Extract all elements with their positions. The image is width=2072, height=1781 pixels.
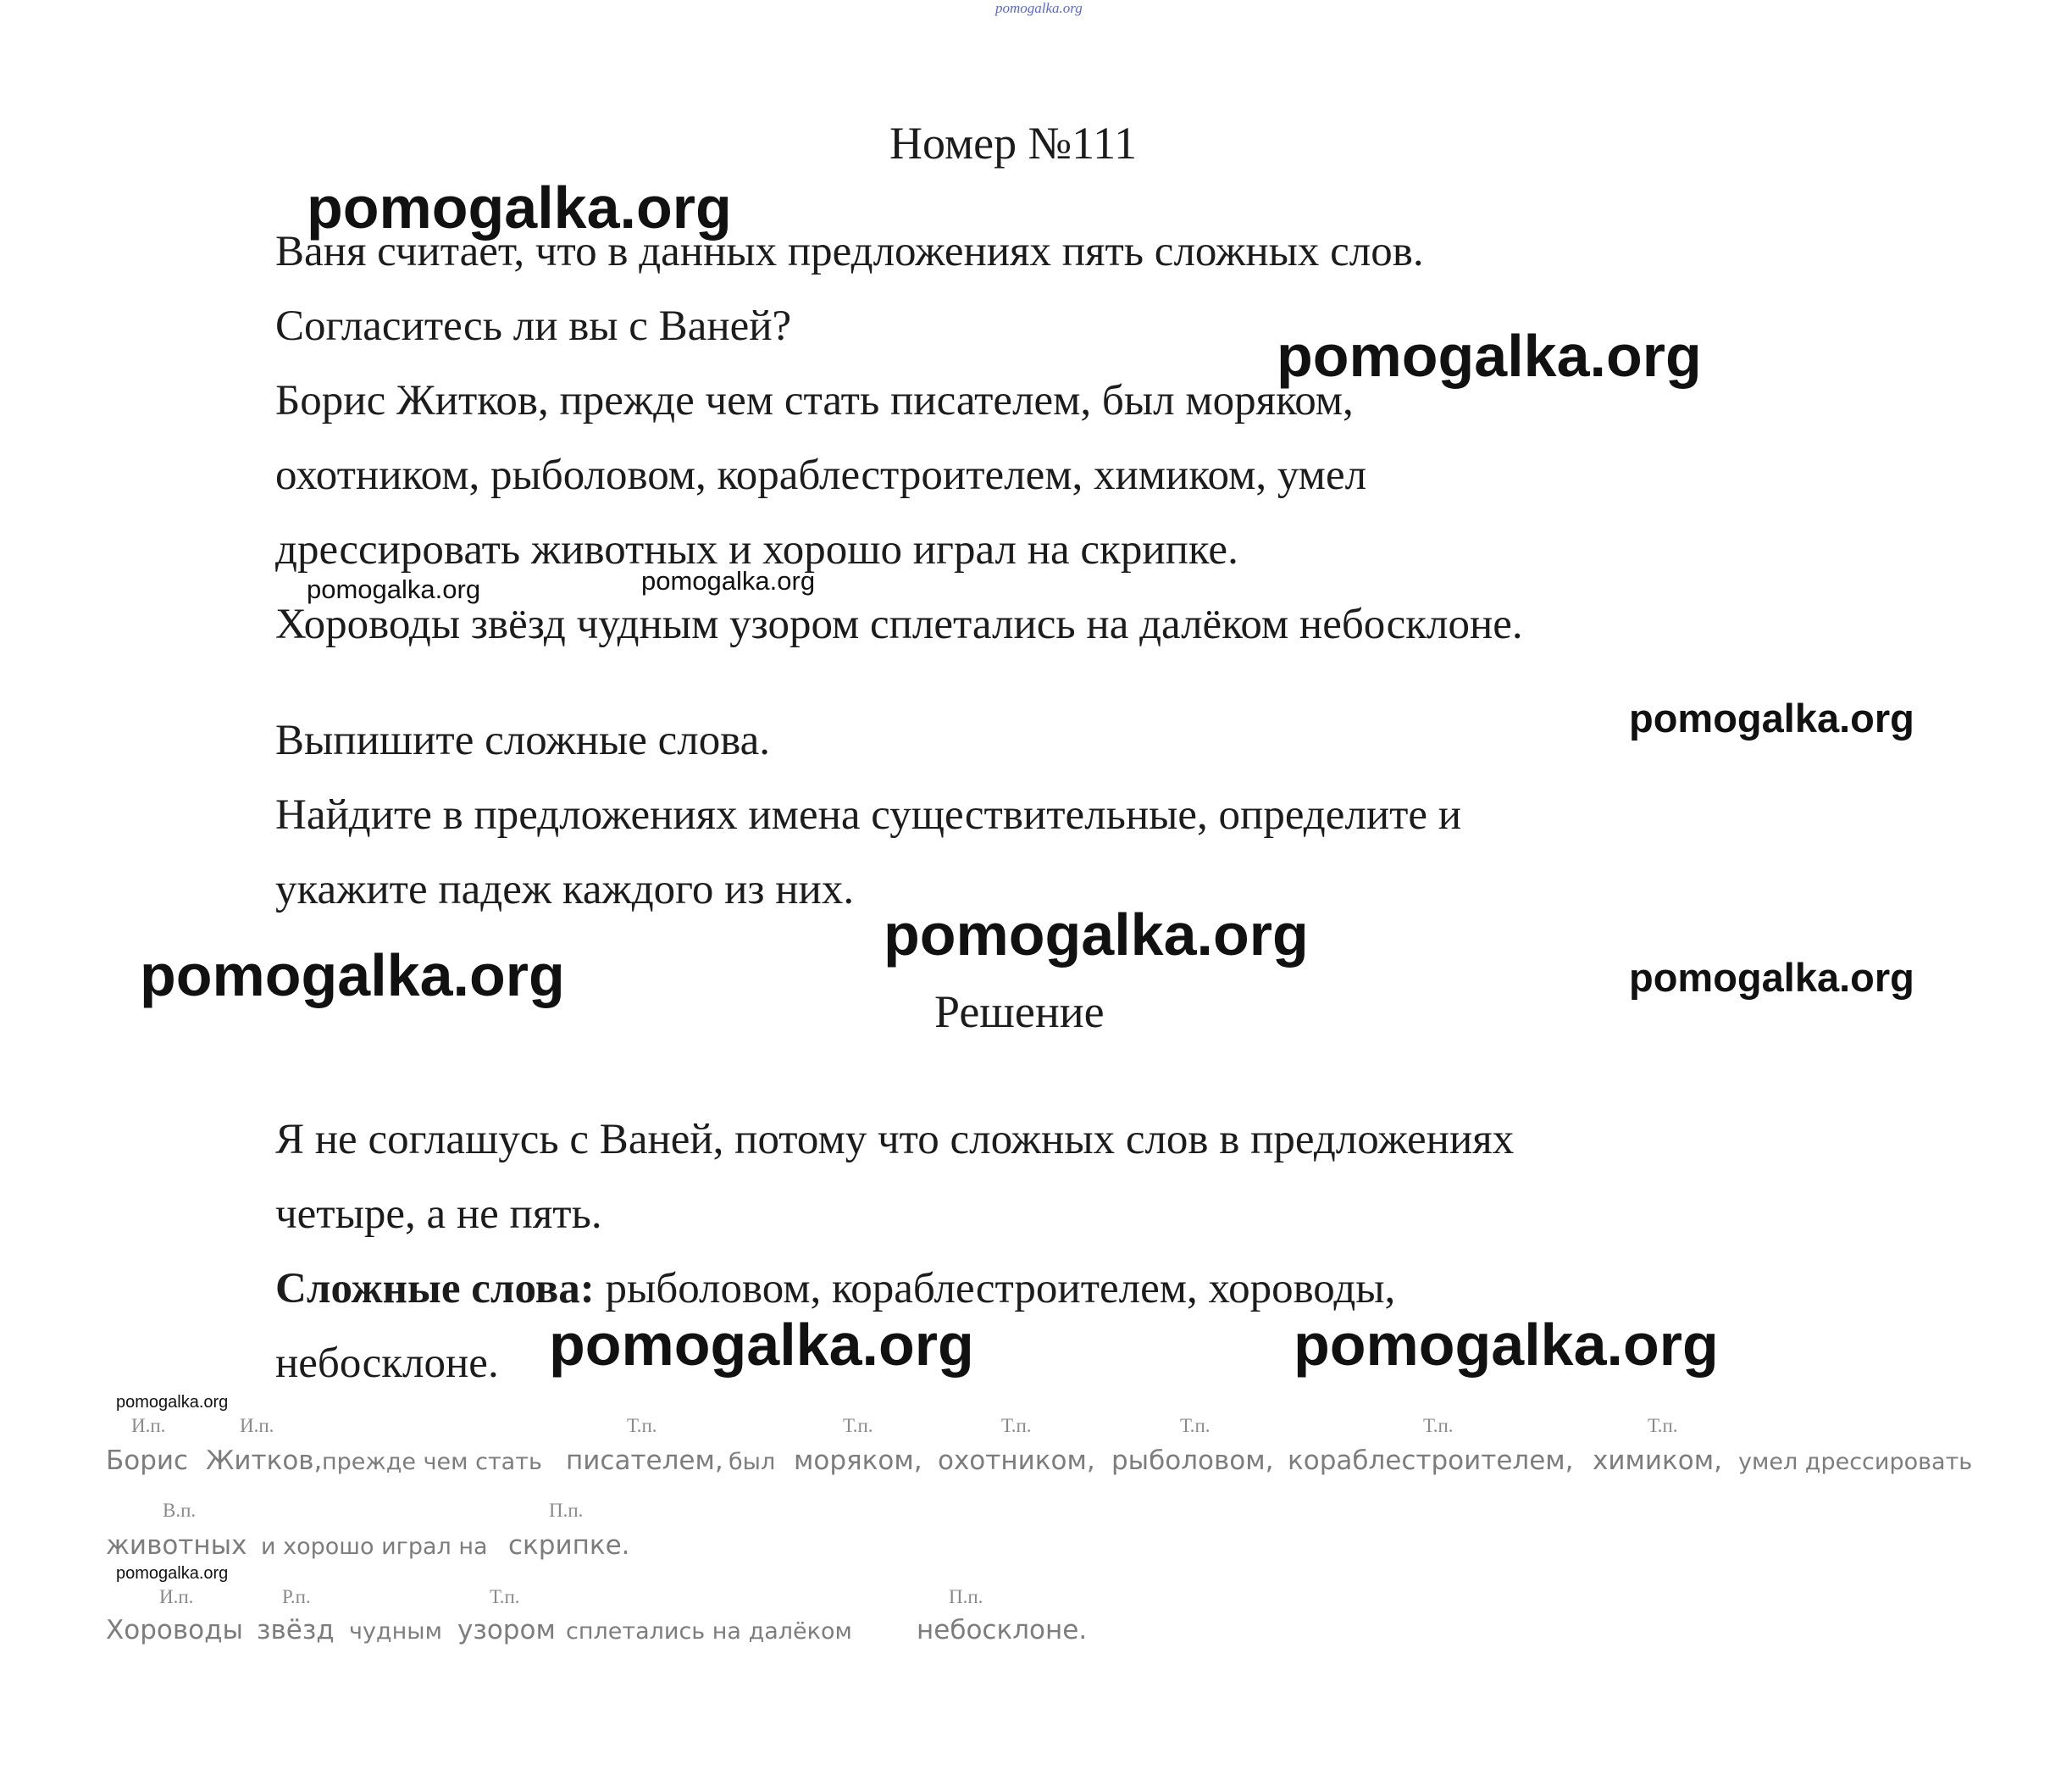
- analysis-word: был: [729, 1449, 776, 1475]
- watermark: pomogalka.org: [307, 175, 732, 241]
- analysis-word: чудным: [349, 1618, 442, 1645]
- analysis-word: умел дрессировать: [1738, 1449, 1973, 1475]
- analysis-word: кораблестроителем,: [1288, 1445, 1574, 1476]
- watermark: pomogalka.org: [1629, 696, 1914, 741]
- solution-line-4: небосклоне.: [275, 1340, 499, 1387]
- task-line-9: укажите падеж каждого из них.: [275, 866, 855, 913]
- solution-line-1: Я не соглашусь с Ваней, потому что сложных слов в предложениях: [275, 1116, 1515, 1163]
- case-label: Т.п.: [627, 1415, 657, 1436]
- compound-words-list: рыболовом, кораблестроителем, хороводы,: [594, 1265, 1396, 1312]
- case-label: Т.п.: [1648, 1415, 1678, 1436]
- analysis-word: звёзд: [257, 1615, 335, 1645]
- task-line-7: Выпишите сложные слова.: [275, 717, 770, 764]
- analysis-word: скрипке.: [508, 1530, 630, 1561]
- watermark: pomogalka.org: [549, 1312, 974, 1378]
- analysis-word: охотником,: [938, 1445, 1095, 1476]
- task-line-4: охотником, рыболовом, кораблестроителем, химиком, умел: [275, 452, 1367, 499]
- solution-heading: Решение: [934, 986, 1105, 1037]
- task-line-3: Борис Житков, прежде чем стать писателем, был моряком,: [275, 377, 1354, 424]
- analysis-word: и хорошо играл на: [261, 1534, 488, 1560]
- task-line-6: Хороводы звёзд чудным узором сплетались на далёком небосклоне.: [275, 601, 1523, 648]
- task-line-8: Найдите в предложениях имена существительные, определите и: [275, 791, 1462, 839]
- case-label: Т.п.: [1180, 1415, 1211, 1436]
- case-label: И.п.: [159, 1586, 194, 1607]
- analysis-word: Хороводы: [106, 1615, 243, 1645]
- solution-line-2: четыре, а не пять.: [275, 1190, 602, 1238]
- top-watermark: pomogalka.org: [995, 0, 1083, 16]
- case-label: И.п.: [131, 1415, 166, 1436]
- task-line-1: Ваня считает, что в данных предложениях пять сложных слов.: [275, 228, 1424, 275]
- analysis-word: небосклоне.: [917, 1615, 1088, 1645]
- case-label: Т.п.: [1001, 1415, 1032, 1436]
- analysis-word: Житков,: [206, 1445, 323, 1476]
- case-label: Т.п.: [1423, 1415, 1454, 1436]
- case-label: И.п.: [240, 1415, 274, 1436]
- case-label: П.п.: [949, 1586, 983, 1607]
- analysis-word: химиком,: [1593, 1445, 1722, 1476]
- watermark: pomogalka.org: [884, 902, 1309, 968]
- case-label: Р.п.: [282, 1586, 311, 1607]
- watermark: pomogalka.org: [1277, 323, 1702, 389]
- analysis-word: прежде чем стать: [322, 1449, 542, 1475]
- case-label: Т.п.: [843, 1415, 873, 1436]
- solution-line-3: [275, 1264, 1395, 1313]
- watermark: pomogalka.org: [116, 1564, 229, 1583]
- watermark: pomogalka.org: [1629, 955, 1914, 1000]
- task-line-2: Согласитесь ли вы с Ваней?: [275, 302, 792, 350]
- case-label: П.п.: [549, 1500, 584, 1521]
- watermark: pomogalka.org: [641, 566, 816, 596]
- watermark: pomogalka.org: [116, 1393, 229, 1412]
- analysis-word: узором: [457, 1615, 556, 1645]
- watermark: pomogalka.org: [307, 574, 481, 604]
- analysis-word: Борис: [106, 1445, 189, 1476]
- analysis-word: моряком,: [794, 1445, 922, 1476]
- analysis-word: сплетались на далёком: [566, 1618, 852, 1645]
- watermark: pomogalka.org: [140, 942, 565, 1008]
- watermark: pomogalka.org: [1294, 1312, 1719, 1378]
- analysis-word: животных: [106, 1530, 247, 1561]
- task-line-5: дрессировать животных и хорошо играл на скрипке.: [275, 526, 1238, 574]
- compound-words-label: Сложные слова:: [275, 1265, 595, 1312]
- page-title: Номер №111: [889, 118, 1138, 169]
- analysis-word: писателем,: [566, 1445, 723, 1476]
- case-label: В.п.: [163, 1500, 197, 1521]
- case-label: Т.п.: [490, 1586, 520, 1607]
- analysis-word: рыболовом,: [1111, 1445, 1274, 1476]
